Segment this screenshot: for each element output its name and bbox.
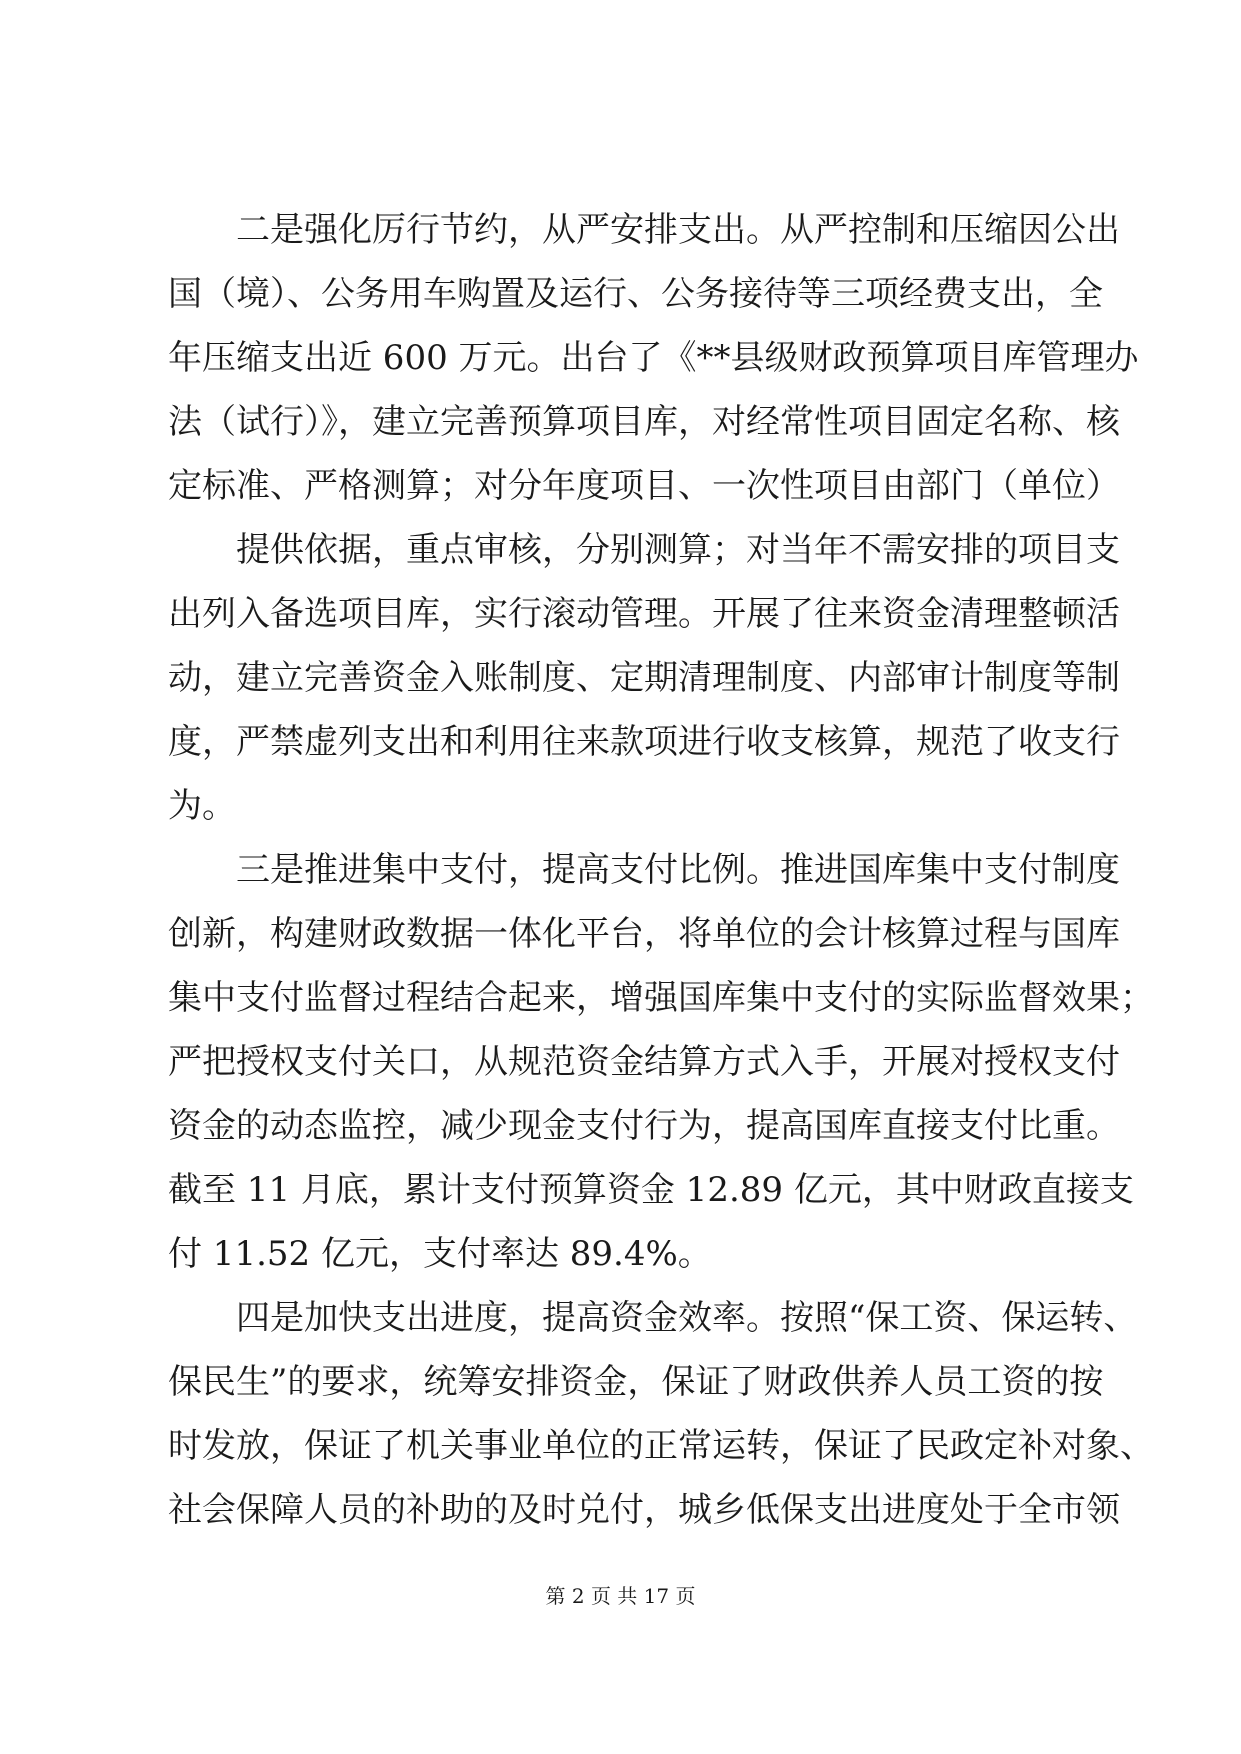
text-line: 创新，构建财政数据一体化平台，将单位的会计核算过程与国库: [168, 914, 1120, 954]
text-line: 资金的动态监控，减少现金支付行为，提高国库直接支付比重。: [168, 1106, 1120, 1146]
text-line: 提供依据，重点审核，分别测算；对当年不需安排的项目支: [168, 530, 1120, 570]
text-line: 度，严禁虚列支出和利用往来款项进行收支核算，规范了收支行: [168, 722, 1120, 762]
text-line: 三是推进集中支付，提高支付比例。推进国库集中支付制度: [168, 850, 1120, 890]
text-line: 二是强化厉行节约，从严安排支出。从严控制和压缩因公出: [168, 210, 1120, 250]
text-line: 四是加快支出进度，提高资金效率。按照“保工资、保运转、: [168, 1298, 1138, 1338]
text-line: 付 11.52 亿元，支付率达 89.4%。: [168, 1234, 712, 1274]
page-number-footer: 第 2 页 共 17 页: [545, 1584, 696, 1608]
text-line: 严把授权支付关口，从规范资金结算方式入手，开展对授权支付: [168, 1042, 1120, 1082]
text-line: 截至 11 月底，累计支付预算资金 12.89 亿元，其中财政直接支: [168, 1170, 1134, 1210]
text-line: 集中支付监督过程结合起来，增强国库集中支付的实际监督效果；: [168, 978, 1154, 1018]
text-line: 社会保障人员的补助的及时兑付，城乡低保支出进度处于全市领: [168, 1490, 1120, 1530]
text-line: 年压缩支出近 600 万元。出台了《**县级财政预算项目库管理办: [168, 338, 1139, 378]
text-line: 国（境）、公务用车购置及运行、公务接待等三项经费支出，全: [168, 274, 1103, 314]
text-line: 出列入备选项目库，实行滚动管理。开展了往来资金清理整顿活: [168, 594, 1120, 634]
text-line: 为。: [168, 786, 236, 826]
text-line: 保民生”的要求，统筹安排资金，保证了财政供养人员工资的按: [168, 1362, 1104, 1402]
text-line: 动，建立完善资金入账制度、定期清理制度、内部审计制度等制: [168, 658, 1120, 698]
text-line: 时发放，保证了机关事业单位的正常运转，保证了民政定补对象、: [168, 1426, 1154, 1466]
text-line: 法（试行）》，建立完善预算项目库，对经常性项目固定名称、核: [168, 402, 1120, 442]
text-line: 定标准、严格测算；对分年度项目、一次性项目由部门（单位）: [168, 466, 1120, 506]
